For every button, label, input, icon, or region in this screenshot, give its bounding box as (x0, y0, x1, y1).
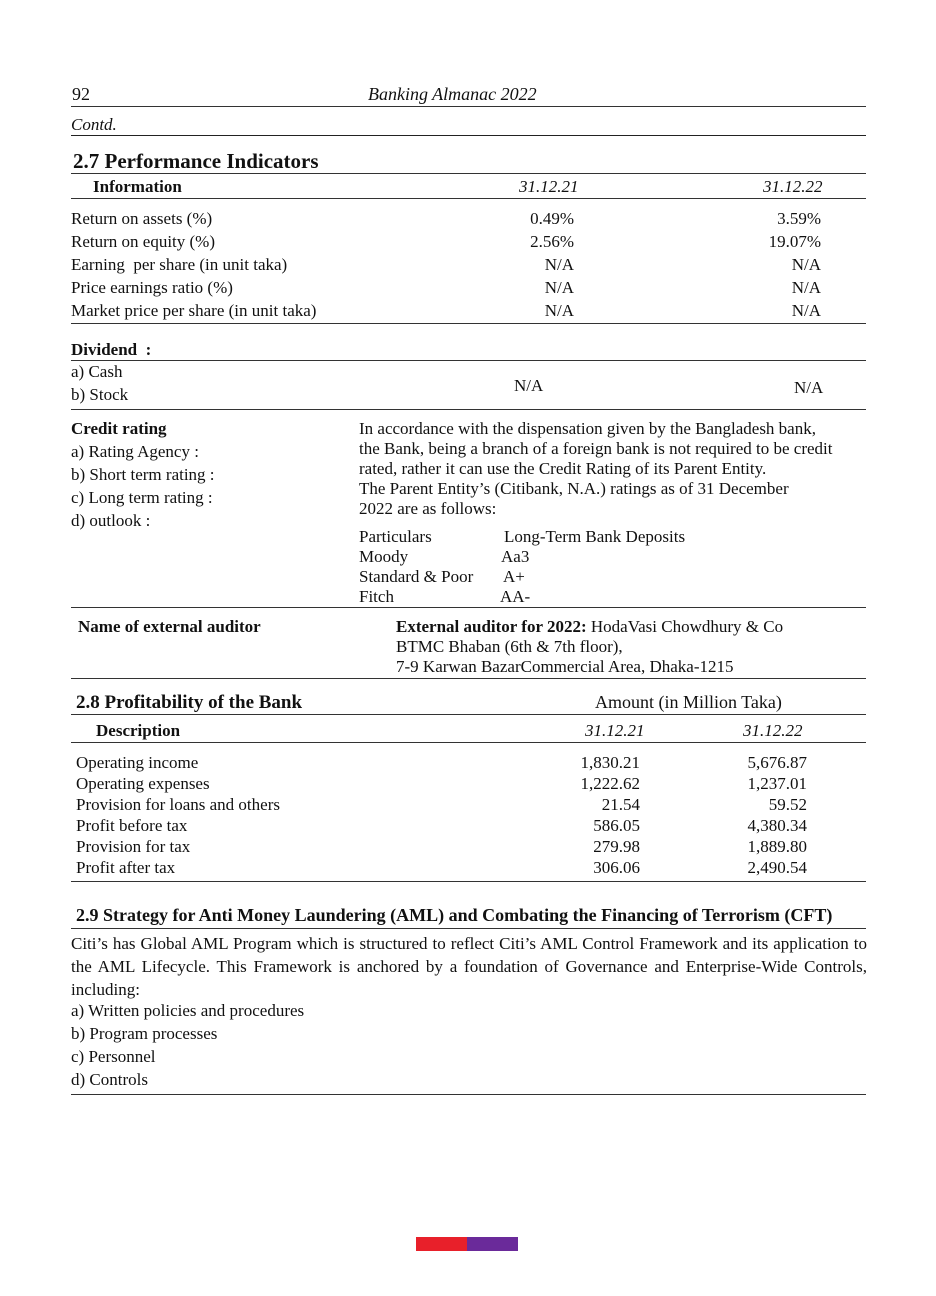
ratings-col-particulars: Particulars (359, 527, 432, 546)
profit-row-2021: 586.05 (593, 816, 640, 835)
auditor-firm-name: HodaVasi Chowdhury & Co (586, 617, 784, 636)
perf-row-2022: N/A (791, 255, 821, 274)
aml-list-item: a) Written policies and procedures (71, 1001, 305, 1020)
profitability-top-rule (71, 714, 866, 715)
contd-rule (71, 135, 866, 136)
credit-heading: Credit rating (71, 419, 167, 438)
auditor-bottom-rule (71, 678, 866, 679)
profit-row-label: Profit before tax (76, 816, 188, 835)
perf-row-2021: 0.49% (530, 209, 574, 228)
performance-col-info: Information (93, 177, 182, 196)
performance-top-rule (71, 173, 866, 174)
perf-row-2021: 2.56% (530, 232, 574, 251)
profit-row-2021: 1,222.62 (580, 774, 640, 793)
auditor-name-line (396, 617, 783, 637)
perf-row-label: Market price per share (in unit taka) (71, 301, 317, 320)
credit-text-line: the Bank, being a branch of a foreign bank is not required to be credit (359, 439, 833, 458)
credit-text-line: The Parent Entity’s (Citibank, N.A.) ratings as of 31 December (359, 479, 789, 498)
running-title: Banking Almanac 2022 (368, 84, 537, 104)
perf-row-2022: 3.59% (777, 209, 821, 228)
dividend-heading: Dividend : (71, 340, 152, 359)
ratings-value: AA- (500, 587, 531, 606)
contd-label: Contd. (71, 115, 117, 134)
perf-row-2021: N/A (544, 278, 574, 297)
ratings-value: Aa3 (501, 547, 530, 566)
profitability-header-rule (71, 742, 866, 743)
performance-header-rule (71, 198, 866, 199)
profit-row-label: Provision for tax (76, 837, 191, 856)
credit-text-line: In accordance with the dispensation given by the Bangladesh bank, (359, 419, 816, 438)
credit-item: c) Long term rating : (71, 488, 213, 507)
perf-row-2022: 19.07% (768, 232, 821, 251)
footer-bar-purple (467, 1237, 518, 1251)
profit-row-label: Operating expenses (76, 774, 210, 793)
profit-row-label: Provision for loans and others (76, 795, 280, 814)
credit-item: a) Rating Agency : (71, 442, 199, 461)
perf-row-2022: N/A (791, 301, 821, 320)
profit-row-2021: 21.54 (601, 795, 640, 814)
auditor-address-line: BTMC Bhaban (6th & 7th floor), (396, 637, 623, 656)
profit-row-2022: 2,490.54 (747, 858, 807, 877)
perf-row-label: Return on assets (%) (71, 209, 213, 228)
credit-item: b) Short term rating : (71, 465, 215, 484)
credit-bottom-rule (71, 607, 866, 608)
perf-row-label: Price earnings ratio (%) (71, 278, 233, 297)
profitability-bottom-rule (71, 881, 866, 882)
ratings-agency: Fitch (359, 587, 394, 606)
credit-text-line: 2022 are as follows: (359, 499, 497, 518)
perf-row-2022: N/A (791, 278, 821, 297)
footer-bar-red (416, 1237, 467, 1251)
ratings-col-long-term: Long-Term Bank Deposits (504, 527, 686, 546)
ratings-agency: Moody (359, 547, 409, 566)
profitability-heading: 2.8 Profitability of the Bank (76, 692, 303, 713)
perf-row-2021: N/A (544, 255, 574, 274)
profit-row-2022: 1,237.01 (747, 774, 807, 793)
profit-row-2021: 306.06 (593, 858, 640, 877)
dividend-2021-value: N/A (514, 376, 544, 395)
profit-row-2022: 5,676.87 (747, 753, 807, 772)
profit-row-2021: 1,830.21 (580, 753, 640, 772)
credit-item: d) outlook : (71, 511, 151, 530)
dividend-cash-label: a) Cash (71, 362, 123, 381)
aml-list-item: b) Program processes (71, 1024, 218, 1043)
dividend-bottom-rule (71, 409, 866, 410)
aml-list-item: c) Personnel (71, 1047, 156, 1066)
page-number: 92 (72, 84, 90, 104)
auditor-bold-prefix: External auditor for 2022: (396, 617, 587, 636)
profit-row-label: Operating income (76, 753, 199, 772)
dividend-2022-value: N/A (794, 378, 824, 397)
profitability-unit: Amount (in Million Taka) (595, 692, 782, 712)
auditor-address-line: 7-9 Karwan BazarCommercial Area, Dhaka-1215 (396, 657, 734, 676)
profit-row-2021: 279.98 (593, 837, 640, 856)
performance-bottom-rule (71, 323, 866, 324)
profit-row-2022: 59.52 (768, 795, 807, 814)
header-rule (71, 106, 866, 107)
performance-heading: 2.7 Performance Indicators (73, 149, 319, 173)
profit-row-2022: 1,889.80 (747, 837, 807, 856)
perf-row-2021: N/A (544, 301, 574, 320)
dividend-stock-label: b) Stock (71, 385, 129, 404)
dividend-rule (71, 360, 866, 361)
ratings-agency: Standard & Poor (359, 567, 474, 586)
profit-row-label: Profit after tax (76, 858, 176, 877)
profitability-col-2021: 31.12.21 (585, 721, 645, 740)
aml-list-item: d) Controls (71, 1070, 148, 1089)
auditor-label: Name of external auditor (78, 617, 261, 636)
aml-heading-rule (71, 928, 866, 929)
perf-row-label: Earning per share (in unit taka) (71, 255, 288, 274)
aml-heading: 2.9 Strategy for Anti Money Laundering (AML) and Combating the Financing of Terrorism (CFT) (76, 905, 833, 925)
profitability-col-2022: 31.12.22 (743, 721, 803, 740)
credit-text-line: rated, rather it can use the Credit Rating of its Parent Entity. (359, 459, 767, 478)
perf-row-label: Return on equity (%) (71, 232, 215, 251)
aml-bottom-rule (71, 1094, 866, 1095)
performance-col-2022: 31.12.22 (763, 177, 823, 196)
profit-row-2022: 4,380.34 (747, 816, 807, 835)
performance-col-2021: 31.12.21 (519, 177, 579, 196)
profitability-col-desc: Description (96, 721, 181, 740)
aml-paragraph: Citi’s has Global AML Program which is structured to reflect Citi’s AML Control Framework and its application to the AML Lifecycle. This Framework is anchored by a foundation of Governance and Enterprise-Wide Controls, including: (71, 934, 867, 999)
ratings-value: A+ (503, 567, 525, 586)
